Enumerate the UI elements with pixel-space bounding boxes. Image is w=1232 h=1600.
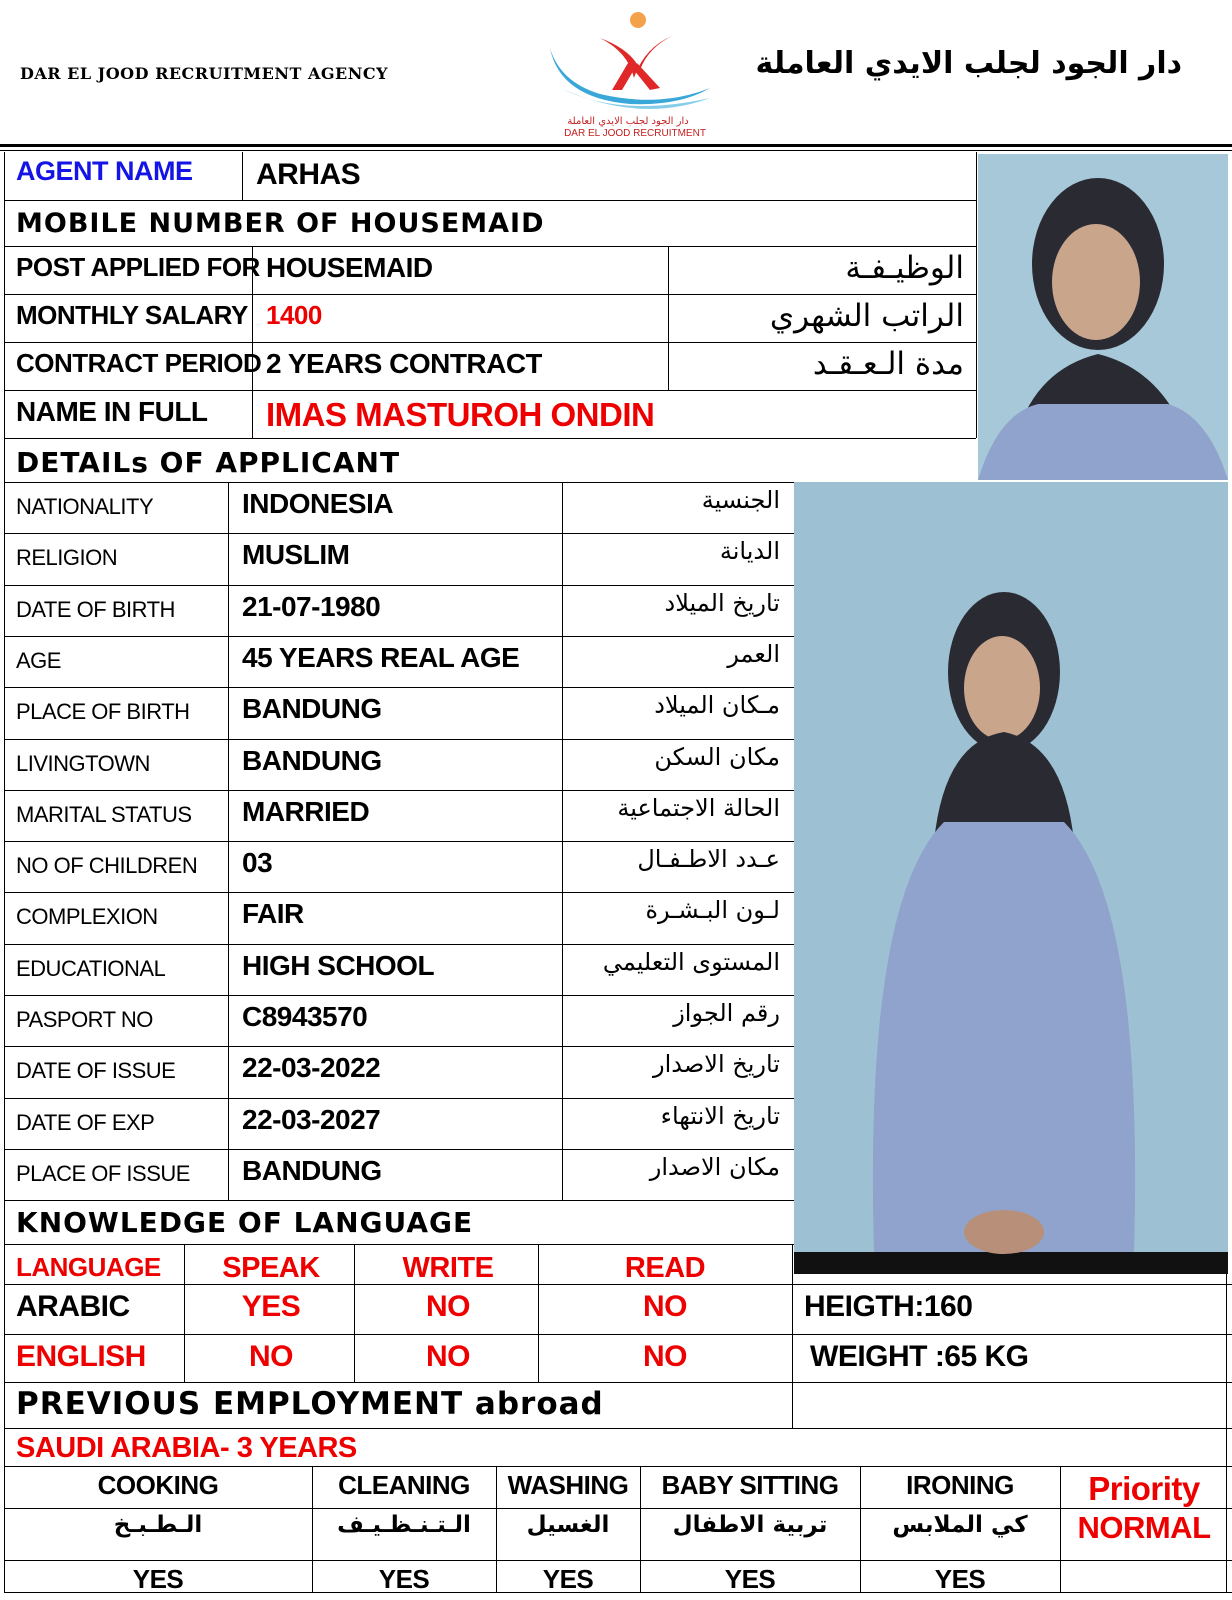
job-row-value: 2 YEARS CONTRACT [266,348,543,379]
skill-3-ar: تربية الاطفال [672,1512,828,1538]
job-row-label: MONTHLY SALARY [16,300,248,330]
detail-row-label: PLACE OF ISSUE [16,1161,190,1186]
detail-row-ar: الجنسية [701,486,780,514]
agency-logo [540,8,730,140]
detail-row-label: PLACE OF BIRTH [16,699,190,724]
detail-row-value: MUSLIM [242,539,350,570]
priority-value: NORMAL [1077,1510,1211,1545]
detail-row-value: BANDUNG [242,693,382,724]
full-name-value: IMAS MASTUROH ONDIN [266,396,655,433]
skill-3-en: BABY SITTING [661,1470,839,1500]
detail-row-label: DATE OF BIRTH [16,597,175,622]
detail-row-ar: مكان الاصدار [649,1153,780,1181]
detail-row-label: NATIONALITY [16,494,154,519]
height-value: HEIGTH:160 [804,1290,973,1323]
detail-row-label: RELIGION [16,545,118,570]
agent-name-label: AGENT NAME [16,156,193,186]
detail-row-value: BANDUNG [242,1155,382,1186]
skill-3-value: YES [724,1564,776,1594]
logo-text-ar: دار الجود لجلب الايدي العاملة [567,116,689,127]
skill-4-ar: كي الملابس [892,1512,1028,1538]
lang-header-language: LANGUAGE [16,1252,161,1282]
details-heading: DETAILs OF APPLICANT [16,446,401,479]
skill-1-en: CLEANING [338,1470,470,1500]
lang-row-name: ENGLISH [16,1340,146,1373]
detail-row-value: 22-03-2027 [242,1104,381,1135]
detail-row-ar: مكان السكن [654,743,780,771]
detail-row-value: 03 [242,847,273,878]
language-heading: KNOWLEDGE OF LANGUAGE [16,1206,474,1239]
job-row-ar: مدة الـعـقـد [812,346,964,382]
skill-2-en: WASHING [507,1470,629,1500]
detail-row-value: BANDUNG [242,745,382,776]
skill-0-ar: الـطـبـخ [113,1512,203,1538]
skill-1-value: YES [378,1564,430,1594]
detail-row-value: 45 YEARS REAL AGE [242,642,520,673]
detail-row-ar: مـكان الميلاد [654,691,780,719]
detail-row-label: COMPLEXION [16,904,158,929]
detail-row-ar: تاريخ الانتهاء [660,1102,780,1130]
lang-row-speak: YES [241,1290,301,1323]
agency-name-ar: دار الجود لجلب الايدي العاملة [755,46,1182,81]
detail-row-ar: تاريخ الميلاد [664,589,780,617]
lang-header-read: READ [624,1252,706,1284]
job-row-value: 1400 [266,300,322,330]
lang-header-speak: SPEAK [222,1252,320,1284]
job-row-ar: الراتب الشهري [769,298,964,334]
detail-row-ar: تاريخ الاصدار [653,1050,780,1078]
lang-row-read: NO [643,1290,687,1323]
logo-text-en: DAR EL JOOD RECRUITMENT [564,128,706,139]
detail-row-ar: عـدد الاطـفـال [637,845,780,873]
job-row-label: POST APPLIED FOR [16,252,260,282]
agency-name-en: DAR EL JOOD RECRUITMENT AGENCY [20,64,388,83]
lang-row-write: NO [426,1290,470,1323]
detail-row-value: C8943570 [242,1001,368,1032]
detail-row-value: MARRIED [242,796,370,827]
skill-1-ar: الـتـنـظـيـف [337,1512,471,1538]
detail-row-label: PASPORT NO [16,1007,153,1032]
skill-2-value: YES [542,1564,594,1594]
detail-row-ar: المستوى التعليمي [602,948,780,976]
detail-row-ar: الحالة الاجتماعية [617,794,780,822]
detail-row-label: MARITAL STATUS [16,802,192,827]
detail-row-value: INDONESIA [242,488,394,519]
detail-row-value: FAIR [242,898,304,929]
full-body-image-icon [794,482,1228,1274]
skill-4-en: IRONING [906,1470,1014,1500]
priority-label: Priority [1088,1470,1200,1507]
lang-row-write: NO [426,1340,470,1373]
lang-row-name: ARABIC [16,1290,130,1323]
weight-value: WEIGHT :65 KG [810,1340,1029,1373]
lang-header-write: WRITE [402,1252,494,1284]
detail-row-value: HIGH SCHOOL [242,950,435,981]
employment-heading: PREVIOUS EMPLOYMENT abroad [16,1386,604,1422]
detail-row-ar: العمر [727,640,780,668]
detail-row-ar: لـون البـشـرة [645,896,780,924]
lang-row-speak: NO [249,1340,293,1373]
detail-row-label: AGE [16,648,61,673]
job-row-label: CONTRACT PERIOD [16,348,262,378]
skill-4-value: YES [934,1564,986,1594]
skill-0-en: COOKING [97,1470,219,1500]
detail-row-ar: الديانة [719,537,780,565]
employment-country: SAUDI ARABIA- 3 YEARS [16,1432,357,1464]
skill-2-ar: الغسيل [526,1512,610,1538]
detail-row-label: DATE OF EXP [16,1110,155,1135]
lang-row-read: NO [643,1340,687,1373]
detail-row-value: 21-07-1980 [242,591,381,622]
full-body-photo [794,482,1228,1274]
detail-row-label: EDUCATIONAL [16,956,166,981]
detail-row-label: LIVINGTOWN [16,751,150,776]
portrait-photo [978,154,1228,480]
job-row-ar: الوظيـفـة [845,250,964,286]
portrait-image-icon [978,154,1228,480]
mobile-heading: MOBILE NUMBER OF HOUSEMAID [16,208,545,239]
full-name-label: NAME IN FULL [16,396,208,427]
detail-row-label: DATE OF ISSUE [16,1058,176,1083]
agent-name-value: ARHAS [256,158,361,191]
detail-row-ar: رقم الجواز [673,999,780,1027]
detail-row-value: 22-03-2022 [242,1052,381,1083]
job-row-value: HOUSEMAID [266,252,433,283]
skill-0-value: YES [132,1564,184,1594]
detail-row-label: NO OF CHILDREN [16,853,198,878]
